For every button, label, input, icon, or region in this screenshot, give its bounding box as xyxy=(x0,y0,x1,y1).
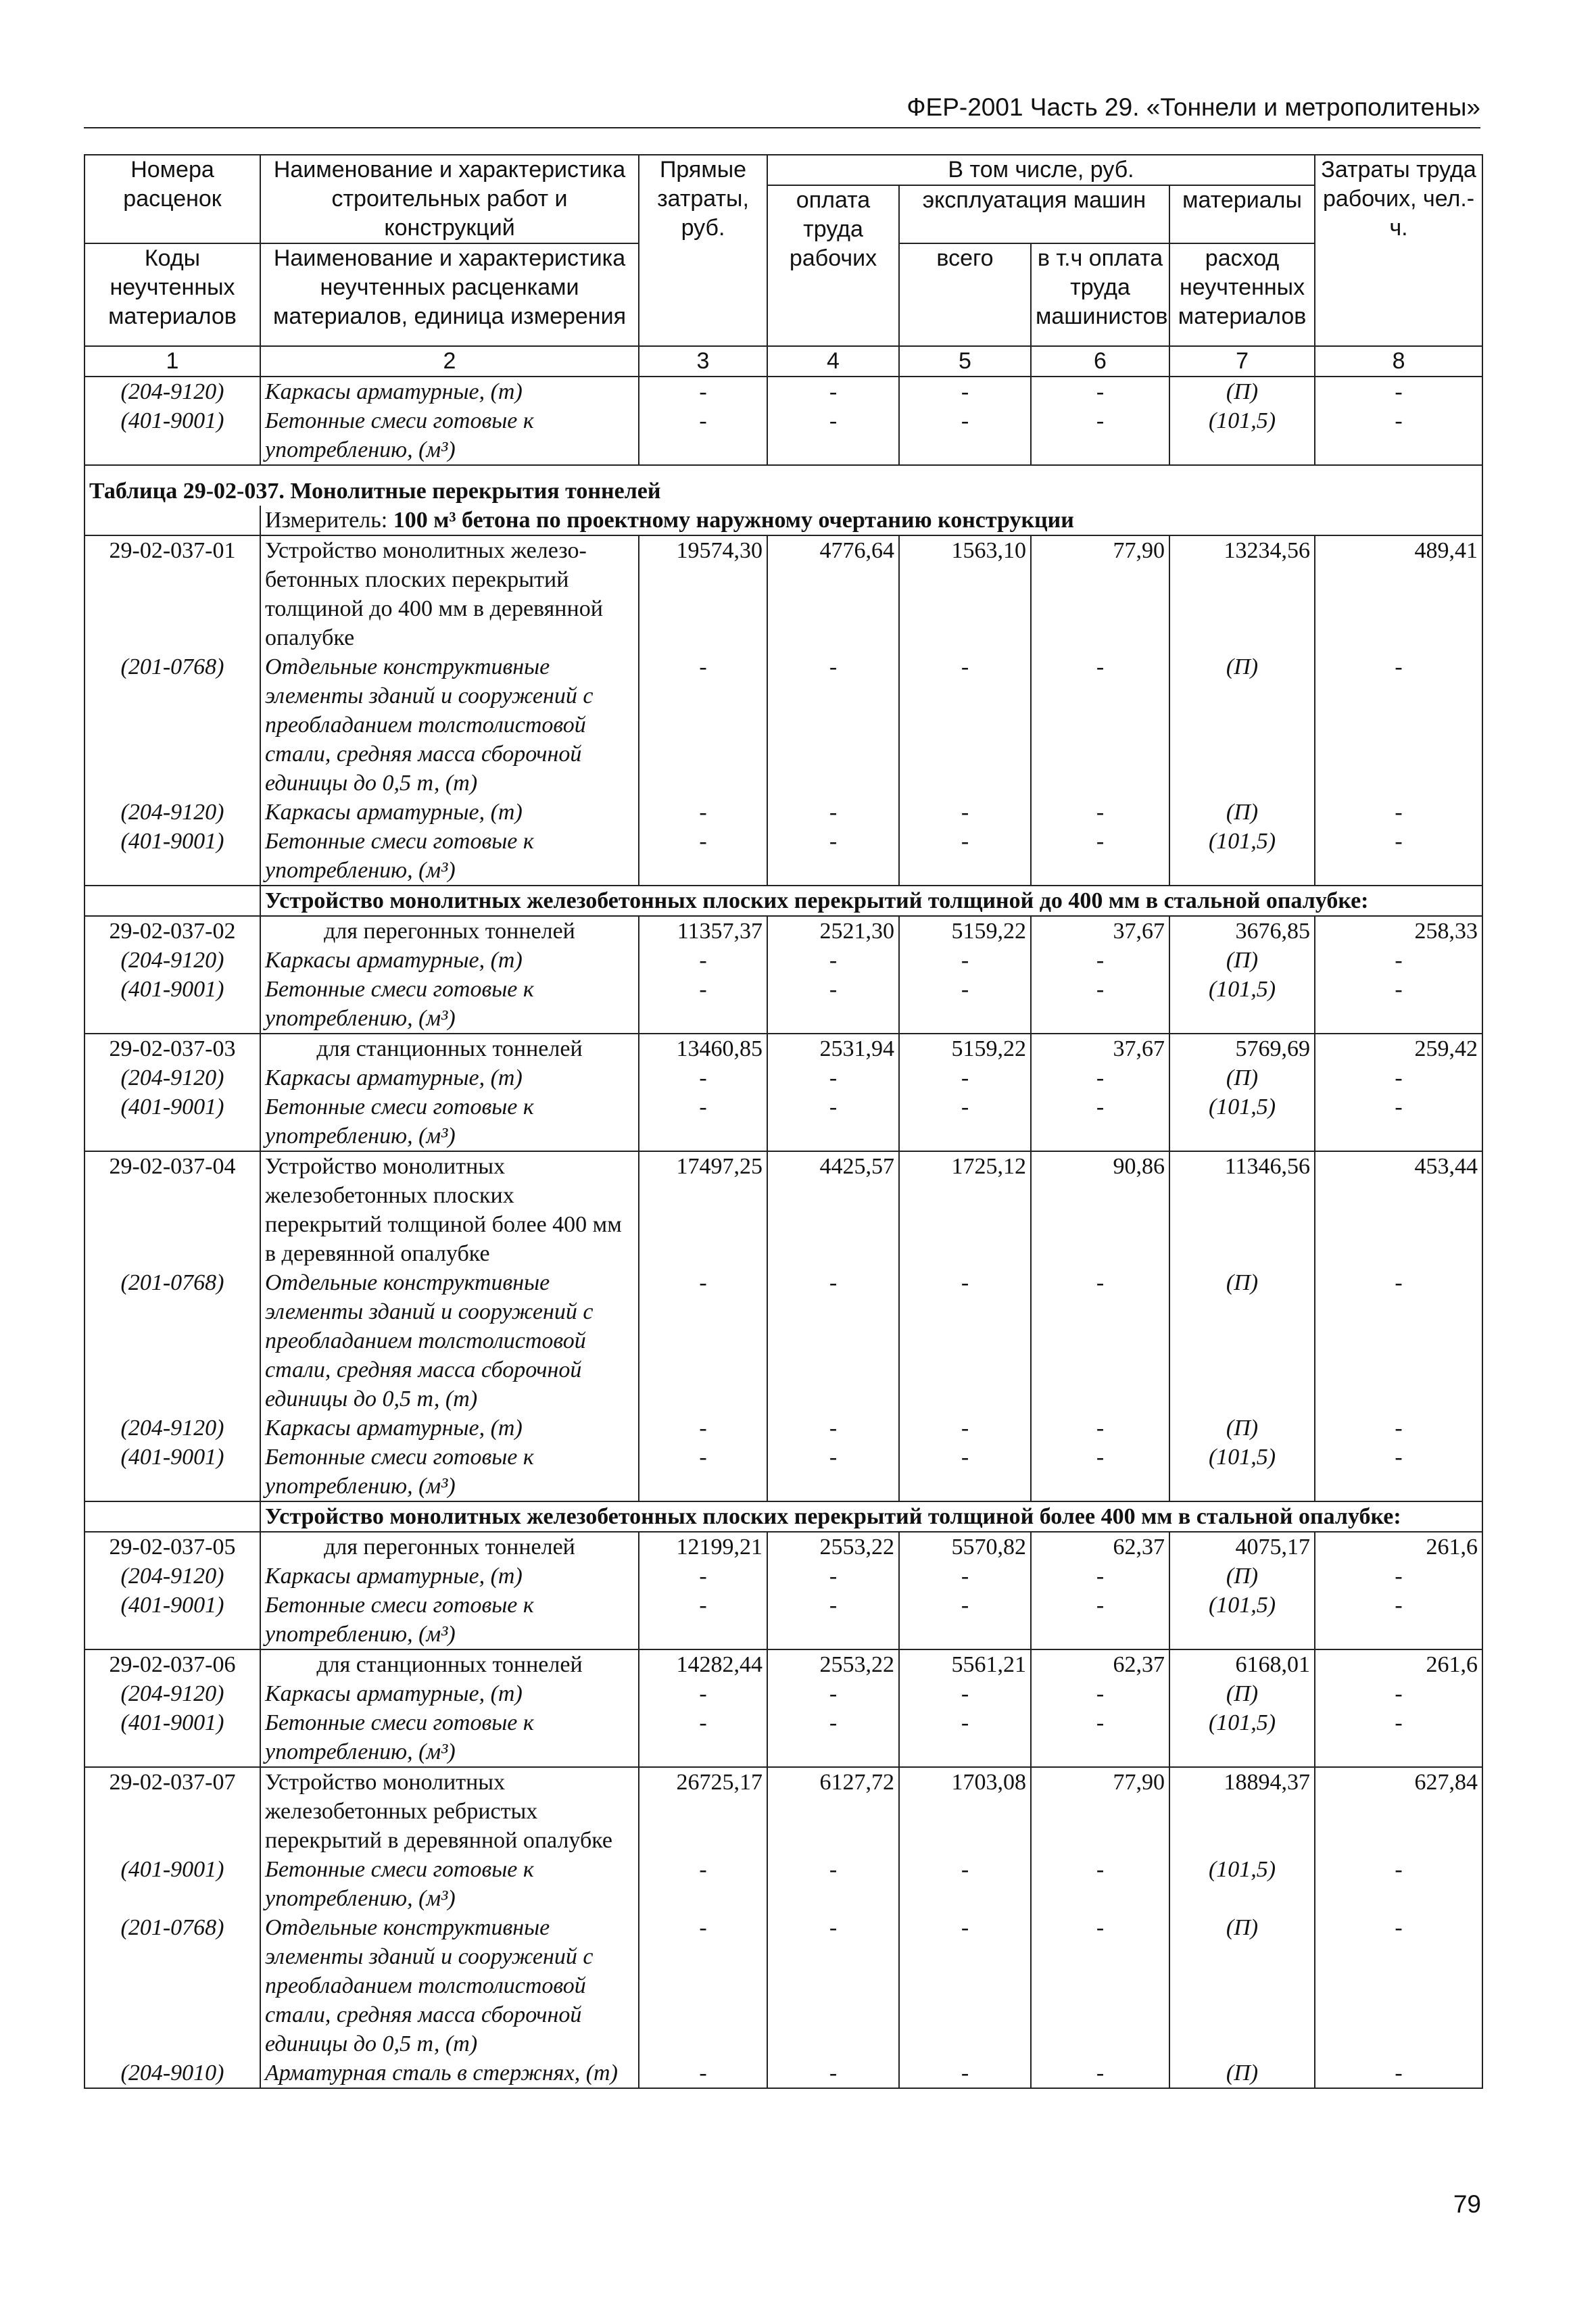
rate-name: Устройство монолитных железо-бетонных плоских перекрытий толщиной до 400 мм в деревянной опалубке xyxy=(260,535,639,652)
group-05 xyxy=(84,1532,1482,1649)
material-name: Бетонные смеси готовые к употреблению, (м³) xyxy=(260,827,639,886)
subheading-steel-gt400: Устройство монолитных железобетонных плоских перекрытий толщиной более 400 мм в стальной опалубке: xyxy=(260,1501,1482,1532)
rate-row: 29-02-037-06 для станционных тоннелей 14282,44 2553,22 5561,21 62,37 6168,01 261,6 xyxy=(84,1649,1482,1679)
material-code: (401-9001) xyxy=(84,1591,260,1649)
machines-header: эксплуатация машин xyxy=(899,185,1169,243)
rate-code: 29-02-037-06 xyxy=(84,1649,260,1679)
rate-code: 29-02-037-02 xyxy=(84,916,260,946)
material-row: (401-9001) Бетонные смеси готовые к употреблению, (м³) - - - - (101,5) - xyxy=(84,1443,1482,1501)
col2-bottom-header: Наименование и характеристика неучтенных расценками материалов, единица измерения xyxy=(260,243,639,346)
page-number: 79 xyxy=(1453,2190,1481,2218)
material-row: (204-9120) Каркасы арматурные, (т) - - - - (П) - xyxy=(84,1414,1482,1443)
material-code: (201-0768) xyxy=(84,1913,260,2058)
material-row: (204-9120) Каркасы арматурные, (т) - - - - (П) - xyxy=(84,1562,1482,1591)
material-name: Каркасы арматурные, (т) xyxy=(260,798,639,827)
material-code: (201-0768) xyxy=(84,1268,260,1414)
material-name: Бетонные смеси готовые к употреблению, (м³) xyxy=(260,1855,639,1913)
material-row: (204-9120) Каркасы арматурные, (т) - - - - (П) - xyxy=(84,1679,1482,1708)
material-row: (204-9120) Каркасы арматурные, (т) - - - - (П) - xyxy=(84,946,1482,975)
material-name: Арматурная сталь в стержнях, (т) xyxy=(260,2058,639,2088)
material-code: (204-9120) xyxy=(84,1679,260,1708)
carryover-rows xyxy=(84,377,1482,465)
subheading-steel-le400: Устройство монолитных железобетонных плоских перекрытий толщиной до 400 мм в стальной опалубке: xyxy=(260,886,1482,916)
material-code: (401-9001) xyxy=(84,1708,260,1767)
table-row: (401-9001) Бетонные смеси готовые к употреблению, (м³) - - - - (101,5) - xyxy=(84,406,1482,465)
meter-line: Измеритель: 100 м³ бетона по проектному наружному очертанию конструкции xyxy=(260,506,1482,535)
col1-bottom-header: Коды неучтенных материалов xyxy=(84,243,260,346)
rate-row: 29-02-037-07 Устройство монолитных железобетонных ребристых перекрытий в деревянной опалубке 26725,17 6127,72 1703,08 77,90 18894,37 627,84 xyxy=(84,1767,1482,1855)
material-row: (204-9120) Каркасы арматурные, (т) - - - - (П) - xyxy=(84,1063,1482,1092)
material-name: Каркасы арматурные, (т) xyxy=(260,1063,639,1092)
material-name: Бетонные смеси готовые к употреблению, (м³) xyxy=(260,1092,639,1151)
material-row: (401-9001) Бетонные смеси готовые к употреблению, (м³) - - - - (101,5) - xyxy=(84,1855,1482,1913)
material-row: (201-0768) Отдельные конструктивные элементы зданий и сооружений с преобладанием толстолистовой стали, средняя масса сборочной единицы до 0,5 т, (т) - - - - (П) - xyxy=(84,652,1482,798)
rate-row: 29-02-037-01 Устройство монолитных железо-бетонных плоских перекрытий толщиной до 400 мм в деревянной опалубке 19574,30 4776,64 1563,10 77,90 13234,56 489,41 xyxy=(84,535,1482,652)
rate-code: 29-02-037-07 xyxy=(84,1767,260,1855)
material-code: (204-9120) xyxy=(84,798,260,827)
material-name: Каркасы арматурные, (т) xyxy=(260,1562,639,1591)
material-code: (401-9001) xyxy=(84,975,260,1034)
material-row: (401-9001) Бетонные смеси готовые к употреблению, (м³) - - - - (101,5) - xyxy=(84,1591,1482,1649)
col3-header: Прямые затраты, руб. xyxy=(639,155,767,346)
material-code: (201-0768) xyxy=(84,652,260,798)
material-name: Каркасы арматурные, (т) xyxy=(260,1679,639,1708)
material-name: Бетонные смеси готовые к употреблению, (м³) xyxy=(260,975,639,1034)
table-title: Таблица 29-02-037. Монолитные перекрытия тоннелей xyxy=(84,465,1482,506)
table-title-row xyxy=(84,465,1482,506)
col5-header: всего xyxy=(899,243,1031,346)
price-table xyxy=(84,154,1483,2089)
material-name: Каркасы арматурные, (т) xyxy=(260,1414,639,1443)
material-row: (204-9010) Арматурная сталь в стержнях, (т) - - - - (П) - xyxy=(84,2058,1482,2088)
running-title: ФЕР-2001 Часть 29. «Тоннели и метрополитены» xyxy=(84,93,1480,128)
material-name: Отдельные конструктивные элементы зданий и сооружений с преобладанием толстолистовой стали, средняя масса сборочной единицы до 0,5 т, (т) xyxy=(260,652,639,798)
group-01 xyxy=(84,535,1482,886)
group-03 xyxy=(84,1034,1482,1151)
group-02 xyxy=(84,916,1482,1034)
material-name: Отдельные конструктивные элементы зданий и сооружений с преобладанием толстолистовой стали, средняя масса сборочной единицы до 0,5 т, (т) xyxy=(260,1913,639,2058)
meter-row xyxy=(84,506,1482,535)
material-code: (204-9120) xyxy=(84,1562,260,1591)
rate-code: 29-02-037-04 xyxy=(84,1151,260,1268)
material-name: Бетонные смеси готовые к употреблению, (м³) xyxy=(260,1591,639,1649)
material-code: (204-9010) xyxy=(84,2058,260,2088)
rate-row: 29-02-037-04 Устройство монолитных железобетонных плоских перекрытий толщиной более 400 мм в деревянной опалубке 17497,25 4425,57 1725,12 90,86 11346,56 453,44 xyxy=(84,1151,1482,1268)
material-row: (401-9001) Бетонные смеси готовые к употреблению, (м³) - - - - (101,5) - xyxy=(84,1092,1482,1151)
material-code: (401-9001) xyxy=(84,1092,260,1151)
table-row: (204-9120) Каркасы арматурные, (т) - - - - (П) - xyxy=(84,377,1482,406)
group-04 xyxy=(84,1151,1482,1501)
rate-row: 29-02-037-05 для перегонных тоннелей 12199,21 2553,22 5570,82 62,37 4075,17 261,6 xyxy=(84,1532,1482,1562)
subheading-row xyxy=(84,1501,1482,1532)
material-code: (401-9001) xyxy=(84,827,260,886)
material-name: Каркасы арматурные, (т) xyxy=(260,946,639,975)
col1-top-header: Номера расценок xyxy=(84,155,260,243)
col4-header: оплата труда рабочих xyxy=(767,185,899,346)
material-code: (204-9120) xyxy=(84,1063,260,1092)
group-header: В том числе, руб. xyxy=(767,155,1315,185)
rate-code: 29-02-037-01 xyxy=(84,535,260,652)
material-row: (401-9001) Бетонные смеси готовые к употреблению, (м³) - - - - (101,5) - xyxy=(84,827,1482,886)
group-06 xyxy=(84,1649,1482,1767)
meter-value: 100 м³ бетона по проектному наружному очертанию конструкции xyxy=(393,508,1074,533)
material-code: (401-9001) xyxy=(84,1443,260,1501)
materials-header: материалы xyxy=(1169,185,1315,243)
material-row: (204-9120) Каркасы арматурные, (т) - - - - (П) - xyxy=(84,798,1482,827)
material-row: (201-0768) Отдельные конструктивные элементы зданий и сооружений с преобладанием толстолистовой стали, средняя масса сборочной единицы до 0,5 т, (т) - - - - (П) - xyxy=(84,1913,1482,2058)
rate-name: для станционных тоннелей xyxy=(260,1034,639,1063)
material-code: (204-9120) xyxy=(84,1414,260,1443)
group-07 xyxy=(84,1767,1482,2088)
material-code: (204-9120) xyxy=(84,946,260,975)
table-header xyxy=(84,155,1482,185)
rate-name: Устройство монолитных железобетонных плоских перекрытий толщиной более 400 мм в деревянной опалубке xyxy=(260,1151,639,1268)
material-name: Бетонные смеси готовые к употреблению, (м³) xyxy=(260,1708,639,1767)
material-name: Бетонные смеси готовые к употреблению, (м³) xyxy=(260,1443,639,1501)
column-numbers: 1 2 3 4 5 6 7 8 xyxy=(84,346,1482,377)
rate-row: 29-02-037-03 для станционных тоннелей 13460,85 2531,94 5159,22 37,67 5769,69 259,42 xyxy=(84,1034,1482,1063)
col7-header: расход неучтенных материалов xyxy=(1169,243,1315,346)
material-row: (401-9001) Бетонные смеси готовые к употреблению, (м³) - - - - (101,5) - xyxy=(84,975,1482,1034)
material-row: (201-0768) Отдельные конструктивные элементы зданий и сооружений с преобладанием толстолистовой стали, средняя масса сборочной единицы до 0,5 т, (т) - - - - (П) - xyxy=(84,1268,1482,1414)
subheading-row xyxy=(84,886,1482,916)
col8-header: Затраты труда рабочих, чел.-ч. xyxy=(1315,155,1482,346)
rate-name: Устройство монолитных железобетонных ребристых перекрытий в деревянной опалубке xyxy=(260,1767,639,1855)
col6-header: в т.ч оплата труда машинистов xyxy=(1031,243,1169,346)
col2-top-header: Наименование и характеристика строительных работ и конструкций xyxy=(260,155,639,243)
rate-name: для станционных тоннелей xyxy=(260,1649,639,1679)
rate-row: 29-02-037-02 для перегонных тоннелей 11357,37 2521,30 5159,22 37,67 3676,85 258,33 xyxy=(84,916,1482,946)
material-code: (401-9001) xyxy=(84,1855,260,1913)
rate-name: для перегонных тоннелей xyxy=(260,1532,639,1562)
rate-code: 29-02-037-05 xyxy=(84,1532,260,1562)
material-name: Отдельные конструктивные элементы зданий и сооружений с преобладанием толстолистовой стали, средняя масса сборочной единицы до 0,5 т, (т) xyxy=(260,1268,639,1414)
material-row: (401-9001) Бетонные смеси готовые к употреблению, (м³) - - - - (101,5) - xyxy=(84,1708,1482,1767)
rate-code: 29-02-037-03 xyxy=(84,1034,260,1063)
rate-name: для перегонных тоннелей xyxy=(260,916,639,946)
